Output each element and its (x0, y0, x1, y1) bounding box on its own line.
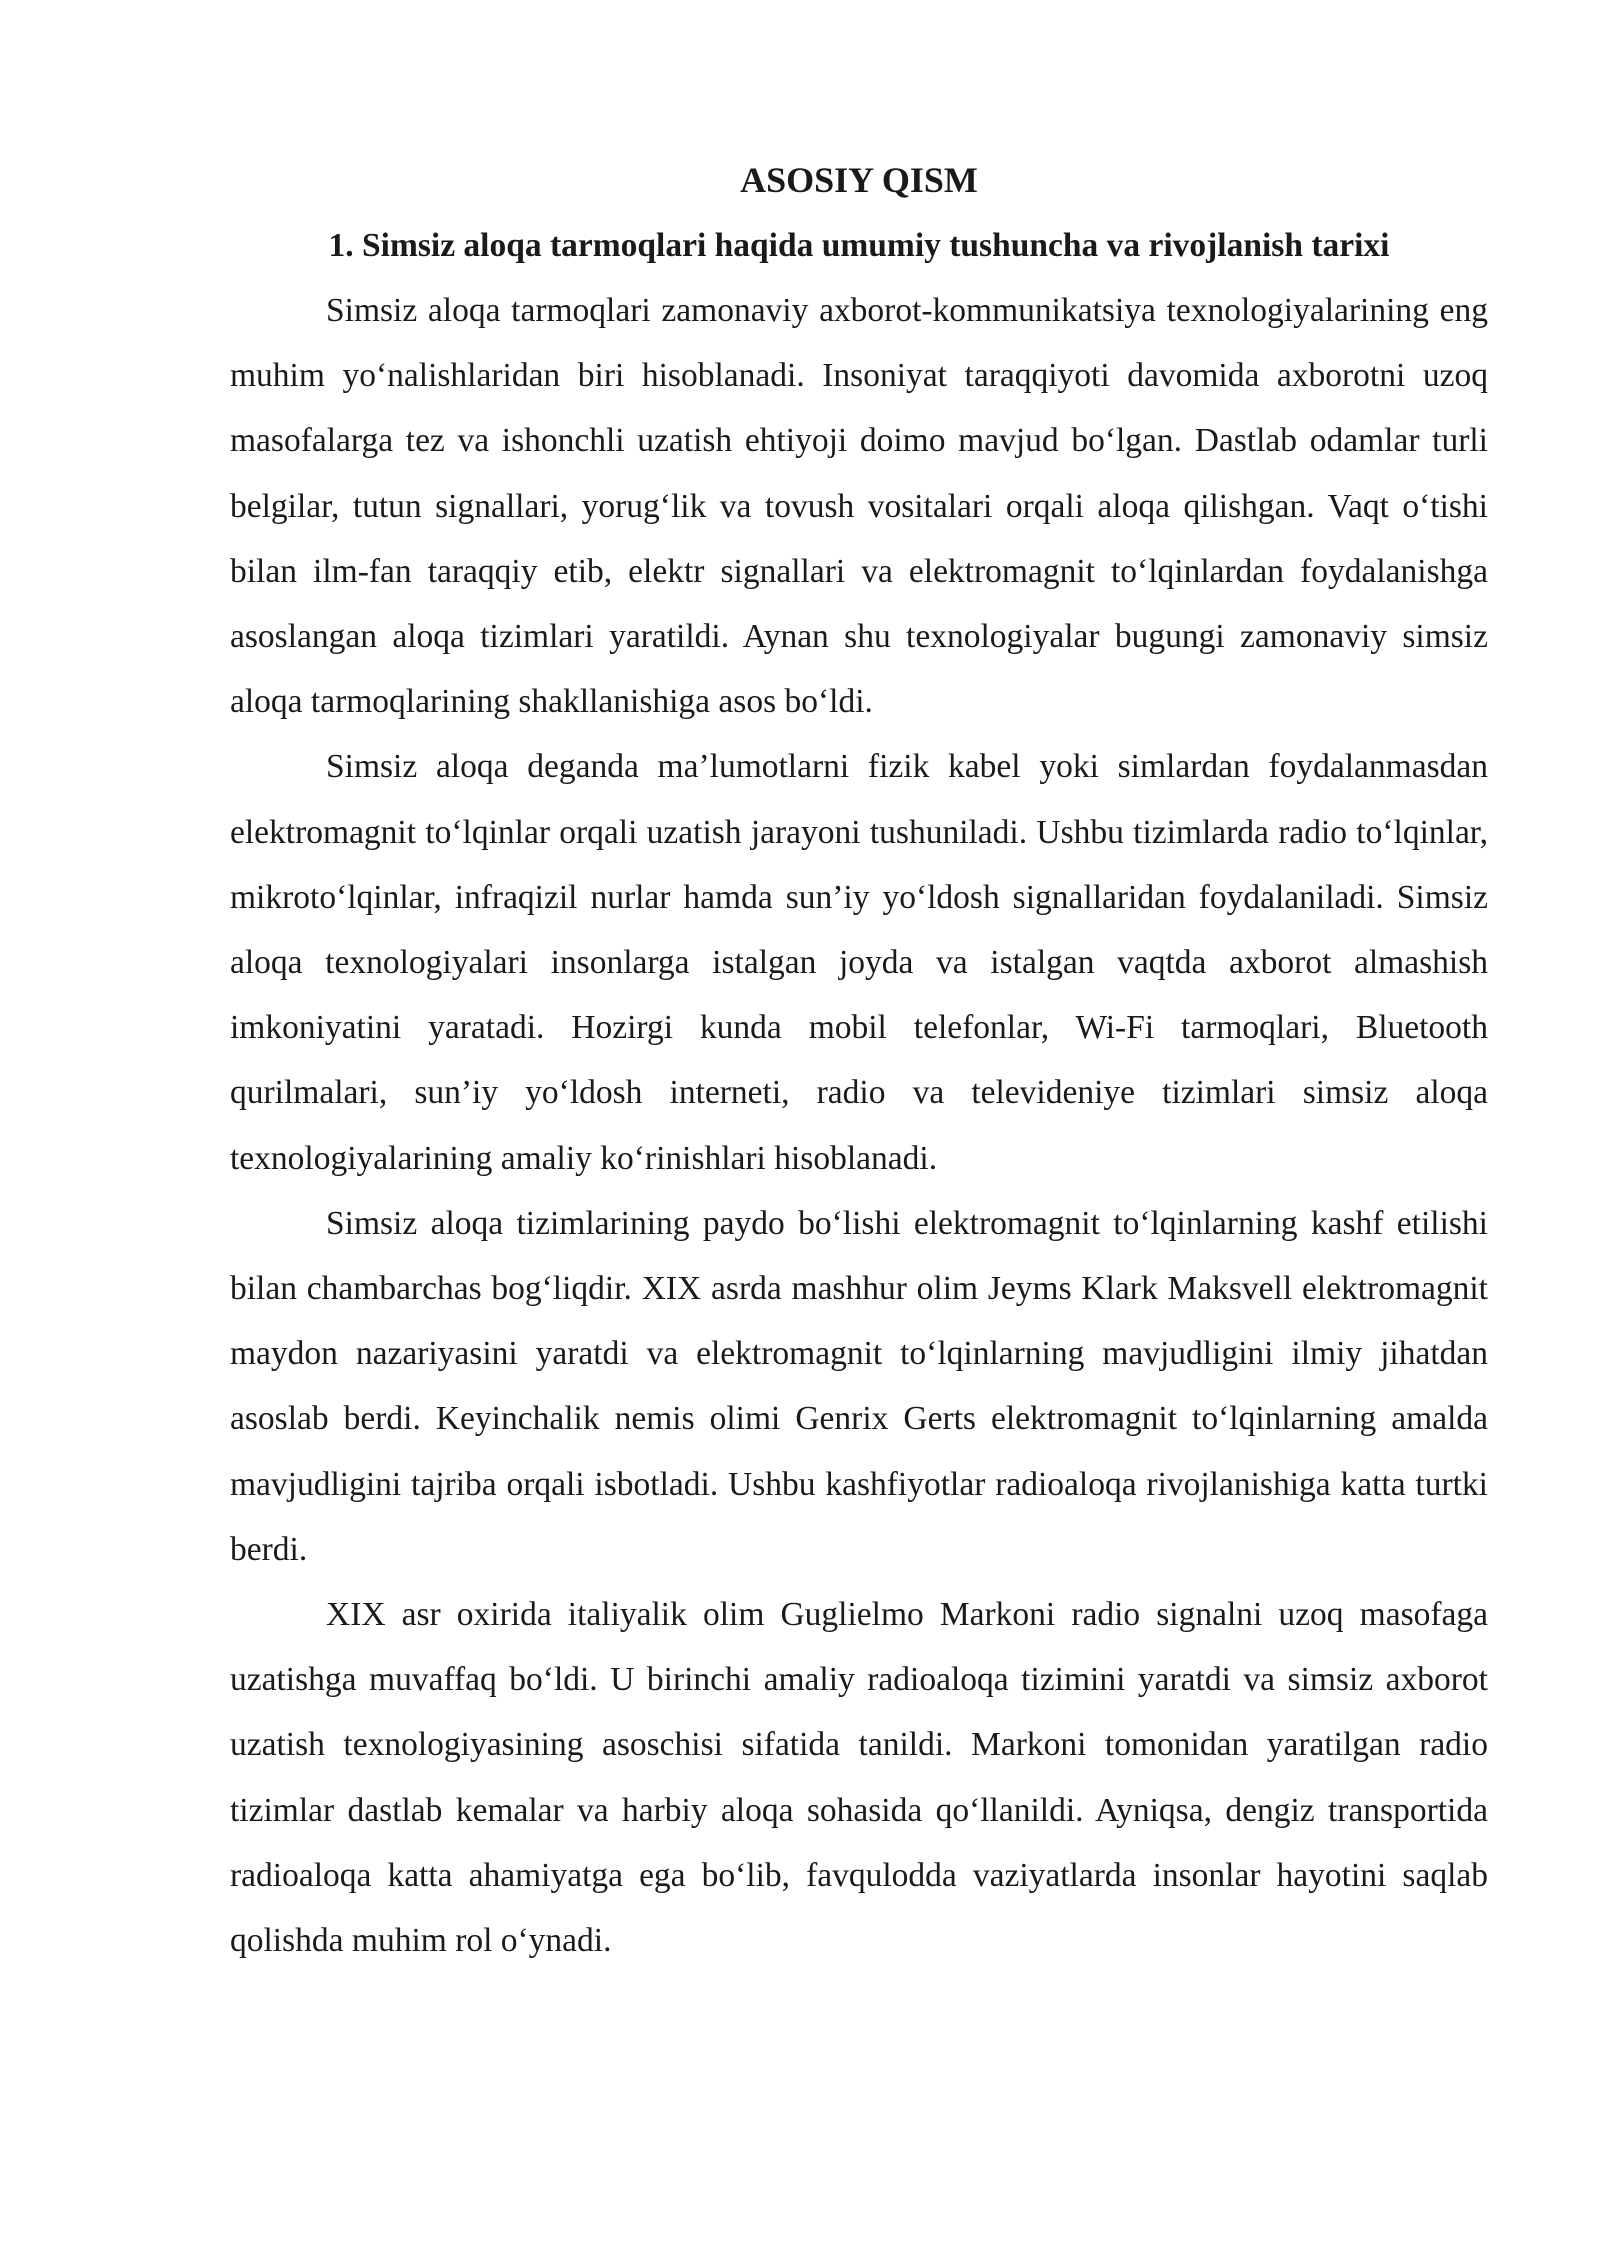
paragraph-4: XIX asr oxirida italiyalik olim Guglielmo Markoni radio signalni uzoq masofaga uzatishga muvaffaq bo‘ldi. U birinchi amaliy radioaloqa tizimini yaratdi va simsiz axborot uzatish texnologiyasining asoschisi sifatida tanildi. Markoni tomonidan yaratilgan radio tizimlar dastlab kemalar va harbiy aloqa sohasida qo‘llanildi. Ayniqsa, dengiz transportida radioaloqa katta ahamiyatga ega bo‘lib, favqulodda vaziyatlarda insonlar hayotini saqlab qolishda muhim rol o‘ynadi. (230, 1596, 1488, 1960)
paragraph-3: Simsiz aloqa tizimlarining paydo bo‘lishi elektromagnit to‘lqinlarning kashf etilishi bilan chambarchas bog‘liqdir. XIX asrda mashhur olim Jeyms Klark Maksvell elektromagnit maydon nazariyasini yaratdi va elektromagnit to‘lqinlarning mavjudligini ilmiy jihatdan asoslab berdi. Keyinchalik nemis olimi Genrix Gerts elektromagnit to‘lqinlarning amalda mavjudligini tajriba orqali isbotladi. Ushbu kashfiyotlar radioaloqa rivojlanishiga katta turtki berdi. (230, 1204, 1488, 1568)
page-heading: ASOSIY QISM (740, 160, 978, 200)
section-title: 1. Simsiz aloqa tarmoqlari haqida umumiy tushuncha va rivojlanish tarixi (328, 227, 1390, 264)
paragraph-2: Simsiz aloqa deganda ma’lumotlarni fizik kabel yoki simlardan foydalanmasdan elektromagnit to‘lqinlar orqali uzatish jarayoni tushuniladi. Ushbu tizimlarda radio to‘lqinlar, mikroto‘lqinlar, infraqizil nurlar hamda sun’iy yo‘ldosh signallaridan foydalaniladi. Simsiz aloqa texnologiyalari insonlarga istalgan joyda va istalgan vaqtda axborot almashish imkoniyatini yaratadi. Hozirgi kunda mobil telefonlar, Wi-Fi tarmoqlari, Bluetooth qurilmalari, sun’iy yo‘ldosh interneti, radio va televideniye tizimlari simsiz aloqa texnologiyalarining amaliy ko‘rinishlari hisoblanadi. (230, 748, 1488, 1177)
document-body (230, 148, 1488, 1973)
paragraph-1: Simsiz aloqa tarmoqlari zamonaviy axborot-kommunikatsiya texnologiyalarining eng muhim yo‘nalishlaridan biri hisoblanadi. Insoniyat taraqqiyoti davomida axborotni uzoq masofalarga tez va ishonchli uzatish ehtiyoji doimo mavjud bo‘lgan. Dastlab odamlar turli belgilar, tutun signallari, yorug‘lik va tovush vositalari orqali aloqa qilishgan. Vaqt o‘tishi bilan ilm-fan taraqqiy etib, elektr signallari va elektromagnit to‘lqinlardan foydalanishga asoslangan aloqa tizimlari yaratildi. Aynan shu texnologiyalar bugungi zamonaviy simsiz aloqa tarmoqlarining shakllanishiga asos bo‘ldi. (230, 292, 1488, 721)
